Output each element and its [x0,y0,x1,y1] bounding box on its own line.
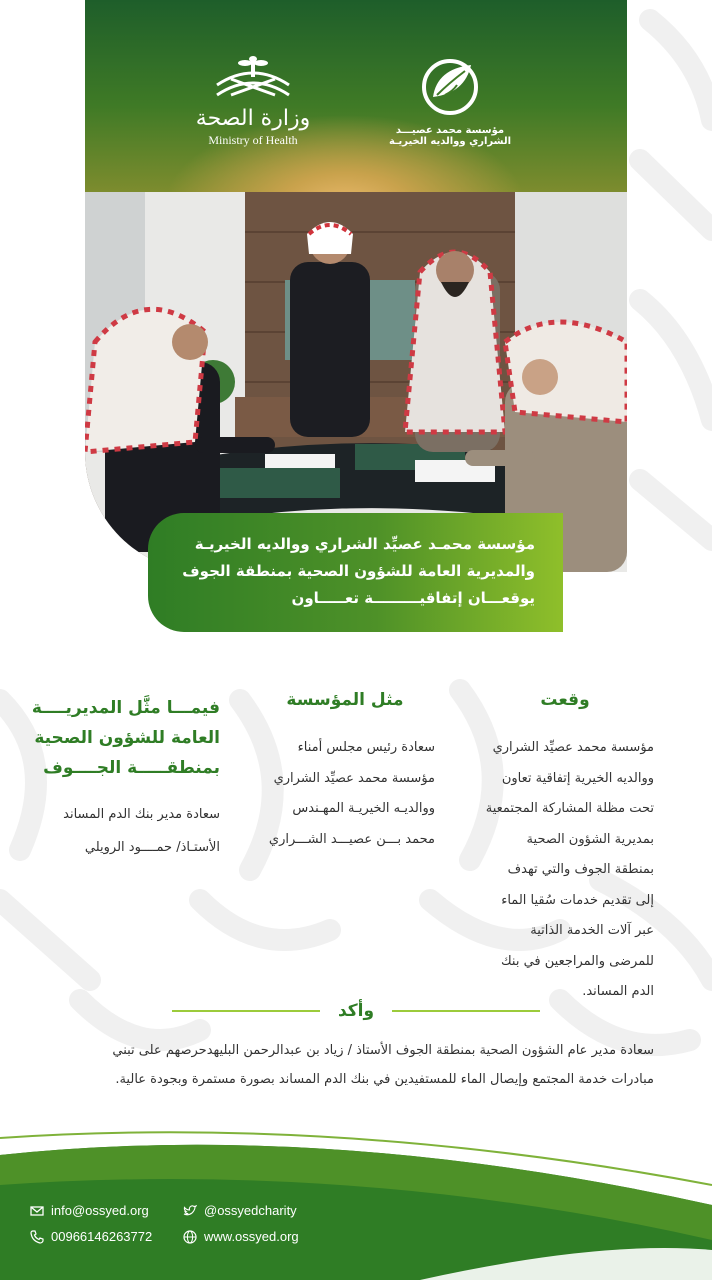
confirm-line: مبادرات خدمة المجتمع وإيصال الماء للمستفيدين في بنك الدم المساند بصورة مستمرة وبجودة عالية. [115,1072,654,1087]
globe-icon [183,1230,197,1244]
confirm-line: سعادة مدير عام الشؤون الصحية بمنطقة الجوف الأستاذ / زياد بن عبدالرحمن البليهدحرصهم على تبني [112,1043,654,1058]
foundation-logo [385,55,515,147]
confirm-title: وأكد [337,1000,375,1021]
email-contact[interactable] [30,1203,149,1218]
signed-heading: وقعت [540,690,590,710]
foundation-rep-line: سعادة رئيس مجلس أمناء [297,740,435,755]
signed-line: بمنطقة الجوف والتي تهدف [507,862,654,877]
moh-logo [193,55,313,148]
signed-line: عبر آلات الخدمة الذاتية [530,923,654,938]
foundation-name-line2: الشراري ووالديه الخيريـة [388,136,512,147]
divider-line [172,1010,320,1012]
mail-icon [30,1204,44,1218]
moh-emblem-icon [211,55,295,99]
divider-line [392,1010,540,1012]
headline-line3: يوقعـــان إتفاقيـــــــــة تعـــــاون [291,589,535,607]
foundation-rep-line: مؤسسة محمد عصيِّد الشراري [273,770,435,786]
foundation-rep-text [255,733,435,855]
foundation-name-line1: مؤسسة محمد عصيـــد [395,125,505,136]
directorate-rep-text [32,798,220,864]
directorate-rep-line: الأستـاذ/ حمــــود الرويلي [84,840,220,855]
email-text: info@ossyed.org [51,1203,149,1218]
headline-line2: والمديرية العامة للشؤون الصحية بمنطقة الجوف [182,562,535,580]
phone-contact[interactable] [30,1229,152,1244]
twitter-contact[interactable] [183,1203,297,1218]
twitter-text: @ossyedcharity [204,1203,297,1218]
website-text: www.ossyed.org [204,1229,299,1244]
phone-icon [30,1230,44,1244]
signed-line: ووالديه الخيرية إتفاقية تعاون [501,770,654,786]
signed-line: تحت مظلة المشاركة المجتمعية [485,801,654,816]
directorate-heading-line: العامة للشؤون الصحية [34,728,220,748]
twitter-icon [183,1204,197,1218]
directorate-heading-line: فيمـــا مثَّل المديريــــة [31,698,220,718]
signed-line: بمديرية الشؤون الصحية [526,831,654,847]
header-band [85,0,627,192]
confirm-heading [0,1000,712,1021]
signed-line: مؤسسة محمد عصيِّد الشراري [492,740,654,755]
signed-line: الدم المساند. [582,984,654,999]
moh-name-ar: وزارة الصحة [195,106,311,131]
signed-text [476,733,654,1008]
signed-line: للمرضى والمراجعين في بنك [500,953,654,969]
signed-line: إلى تقديم خدمات سُقيا الماء [501,892,654,908]
moh-name-en: Ministry of Health [208,133,298,147]
footer [0,1130,712,1280]
foundation-rep-heading: مثل المؤسسة [286,690,404,710]
phone-text: 00966146263772 [51,1229,153,1244]
foundation-rep-line: ووالديـه الخيريـة المهـندس [292,801,435,816]
website-contact[interactable] [183,1229,299,1244]
directorate-heading-line: بمنطقـــــة الجــــوف [43,758,220,778]
headline-line1: مؤسسة محمـد عصيِّد الشراري ووالديه الخيريـة [194,535,535,553]
headline-banner [148,513,563,632]
foundation-rep-line: محمد بـــن عصيـــد الشـــراري [268,831,435,847]
foundation-leaf-icon [415,55,485,117]
directorate-rep-heading [32,693,220,783]
directorate-rep-line: سعادة مدير بنك الدم المساند [63,807,220,822]
confirm-paragraph [30,1036,654,1094]
